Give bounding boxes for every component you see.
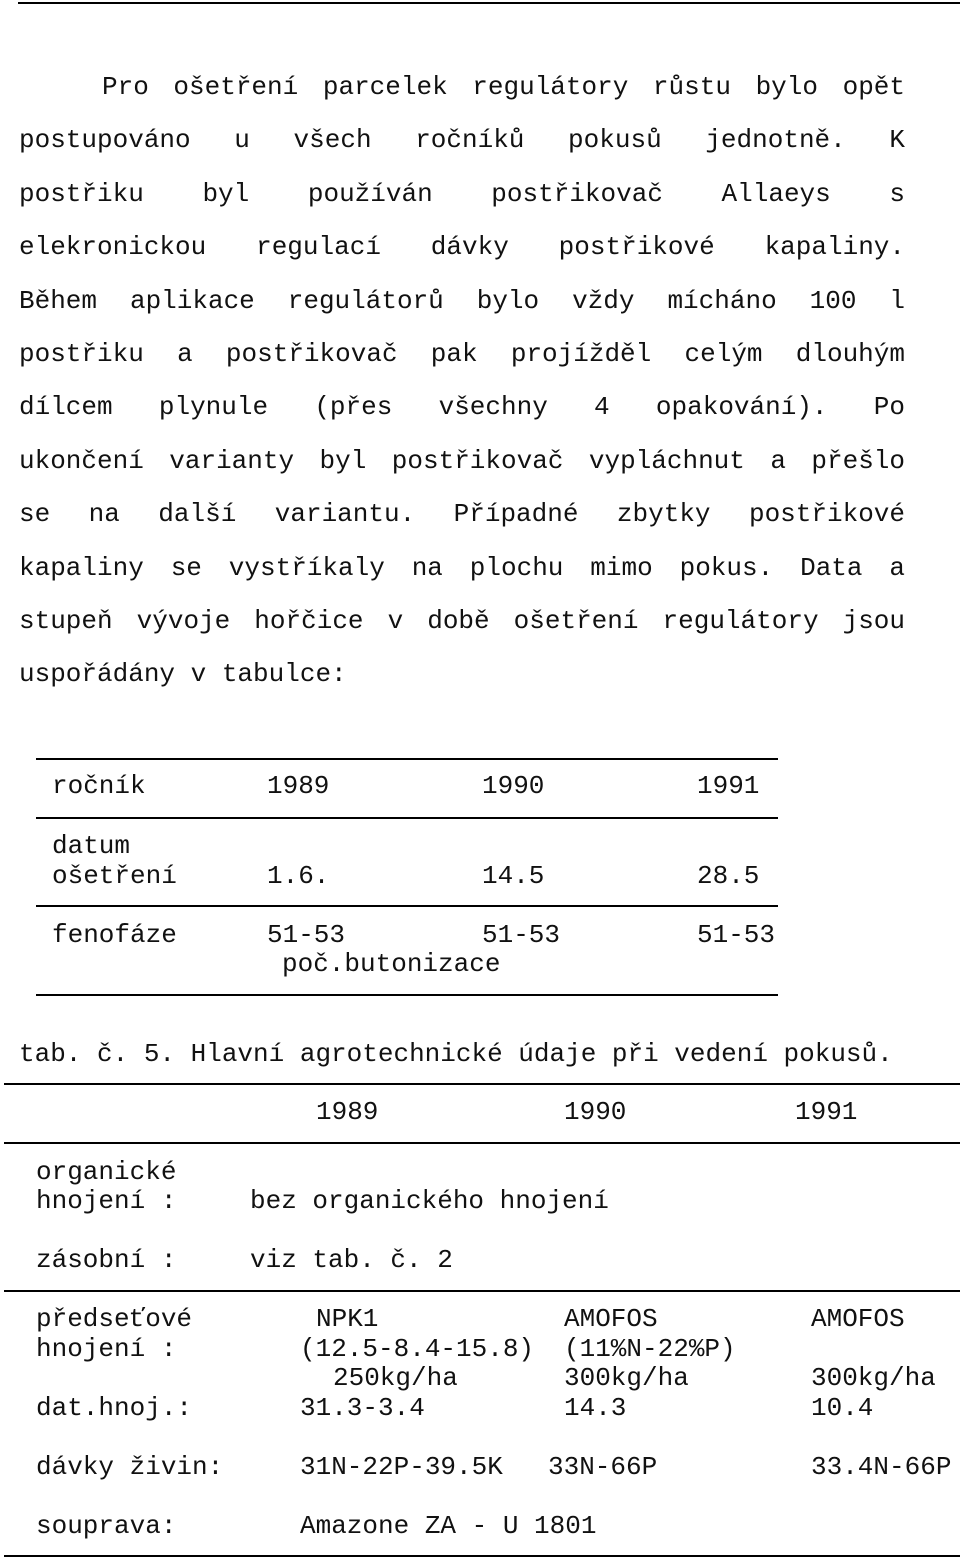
t2-year-1989: 1989	[316, 1097, 379, 1127]
paragraph-line: ukončení varianty byl postřikovač vypláchnut a přešlo	[19, 445, 905, 476]
treatment-date-label: datum	[52, 831, 131, 861]
treatment-date-1989: 1.6.	[267, 861, 330, 891]
table1-bottom-rule	[36, 994, 778, 996]
fertilizing-date-1989: 31.3-3.4	[300, 1393, 425, 1423]
treatment-date-1991: 28.5	[697, 861, 760, 891]
fertilizing-date-1990: 14.3	[564, 1393, 627, 1423]
year-header-label: ročník	[52, 771, 146, 801]
phase-1991: 51-53	[697, 920, 776, 950]
treatment-date-label-2: ošetření	[52, 861, 177, 891]
stock-label: zásobní :	[36, 1245, 177, 1275]
year-1989-header: 1989	[267, 771, 330, 801]
paragraph-line: postupováno u všech ročníků pokusů jednotně. K	[19, 125, 905, 156]
fertilizing-date-label: dat.hnoj.:	[36, 1393, 193, 1423]
organic-label: organické	[36, 1157, 177, 1187]
paragraph-line: se na další variantu. Případné zbytky postřikové	[19, 499, 905, 530]
table2-header-rule	[4, 1142, 960, 1144]
paragraph-line: postřiku a postřikovač pak projížděl celým dlouhým	[19, 338, 905, 369]
table1-top-rule	[36, 758, 778, 760]
table2-mid-rule	[4, 1290, 960, 1292]
table1-header-rule	[36, 817, 778, 819]
table-caption: tab. č. 5. Hlavní agrotechnické údaje při vedení pokusů.	[19, 1039, 893, 1069]
nutrient-dose-label: dávky živin:	[36, 1452, 224, 1482]
body-paragraph	[19, 61, 905, 702]
presowing-product-1989: NPK1	[316, 1304, 379, 1334]
paragraph-line: uspořádány v tabulce:	[19, 659, 347, 690]
presowing-composition-1989: (12.5-8.4-15.8)	[300, 1334, 535, 1364]
presowing-rate-1989: 250kg/ha	[333, 1363, 458, 1393]
fertilizing-date-1991: 10.4	[811, 1393, 874, 1423]
organic-value: bez organického hnojení	[250, 1186, 609, 1216]
nutrient-dose-1991: 33.4N-66P	[811, 1452, 952, 1482]
nutrient-dose-1989: 31N-22P-39.5K	[300, 1452, 503, 1482]
paragraph-line: dílcem plynule (přes všechny 4 opakování). Po	[19, 392, 905, 423]
presowing-rate-1991: 300kg/ha	[811, 1363, 936, 1393]
year-1991-header: 1991	[697, 771, 760, 801]
paragraph-line: Pro ošetření parcelek regulátory růstu bylo opět	[102, 72, 905, 102]
phase-1989: 51-53	[267, 920, 346, 950]
stock-value: viz tab. č. 2	[250, 1245, 453, 1275]
presowing-rate-1990: 300kg/ha	[564, 1363, 689, 1393]
paragraph-line: stupeň vývoje hořčice v době ošetření regulátory jsou	[19, 605, 905, 636]
phase-1990: 51-53	[482, 920, 561, 950]
phase-label: fenofáze	[52, 920, 177, 950]
machine-label: souprava:	[36, 1511, 177, 1541]
presowing-composition-1990: (11%N-22%P)	[564, 1334, 736, 1364]
nutrient-dose-1990: 33N-66P	[548, 1452, 658, 1482]
paragraph-line: postřiku byl používán postřikovač Allaeys s	[19, 178, 905, 209]
paragraph-line: kapaliny se vystříkaly na plochu mimo pokus. Data a	[19, 552, 905, 583]
phase-note: poč.butonizace	[282, 949, 501, 979]
table1-mid-rule	[36, 905, 778, 907]
presowing-product-1991: AMOFOS	[811, 1304, 905, 1334]
top-rule	[18, 2, 960, 4]
t2-year-1991: 1991	[795, 1097, 858, 1127]
treatment-date-1990: 14.5	[482, 861, 545, 891]
machine-value: Amazone ZA - U 1801	[300, 1511, 597, 1541]
presowing-label-2: hnojení :	[36, 1334, 177, 1364]
presowing-product-1990: AMOFOS	[564, 1304, 658, 1334]
paragraph-line: elekronickou regulací dávky postřikové kapaliny.	[19, 232, 905, 263]
presowing-label: předseťové	[36, 1304, 193, 1334]
organic-label-2: hnojení :	[36, 1186, 177, 1216]
year-1990-header: 1990	[482, 771, 545, 801]
table2-top-rule	[4, 1083, 960, 1085]
table2-bottom-rule	[4, 1555, 960, 1557]
t2-year-1990: 1990	[564, 1097, 627, 1127]
paragraph-line: Během aplikace regulátorů bylo vždy mícháno 100 l	[19, 285, 905, 316]
